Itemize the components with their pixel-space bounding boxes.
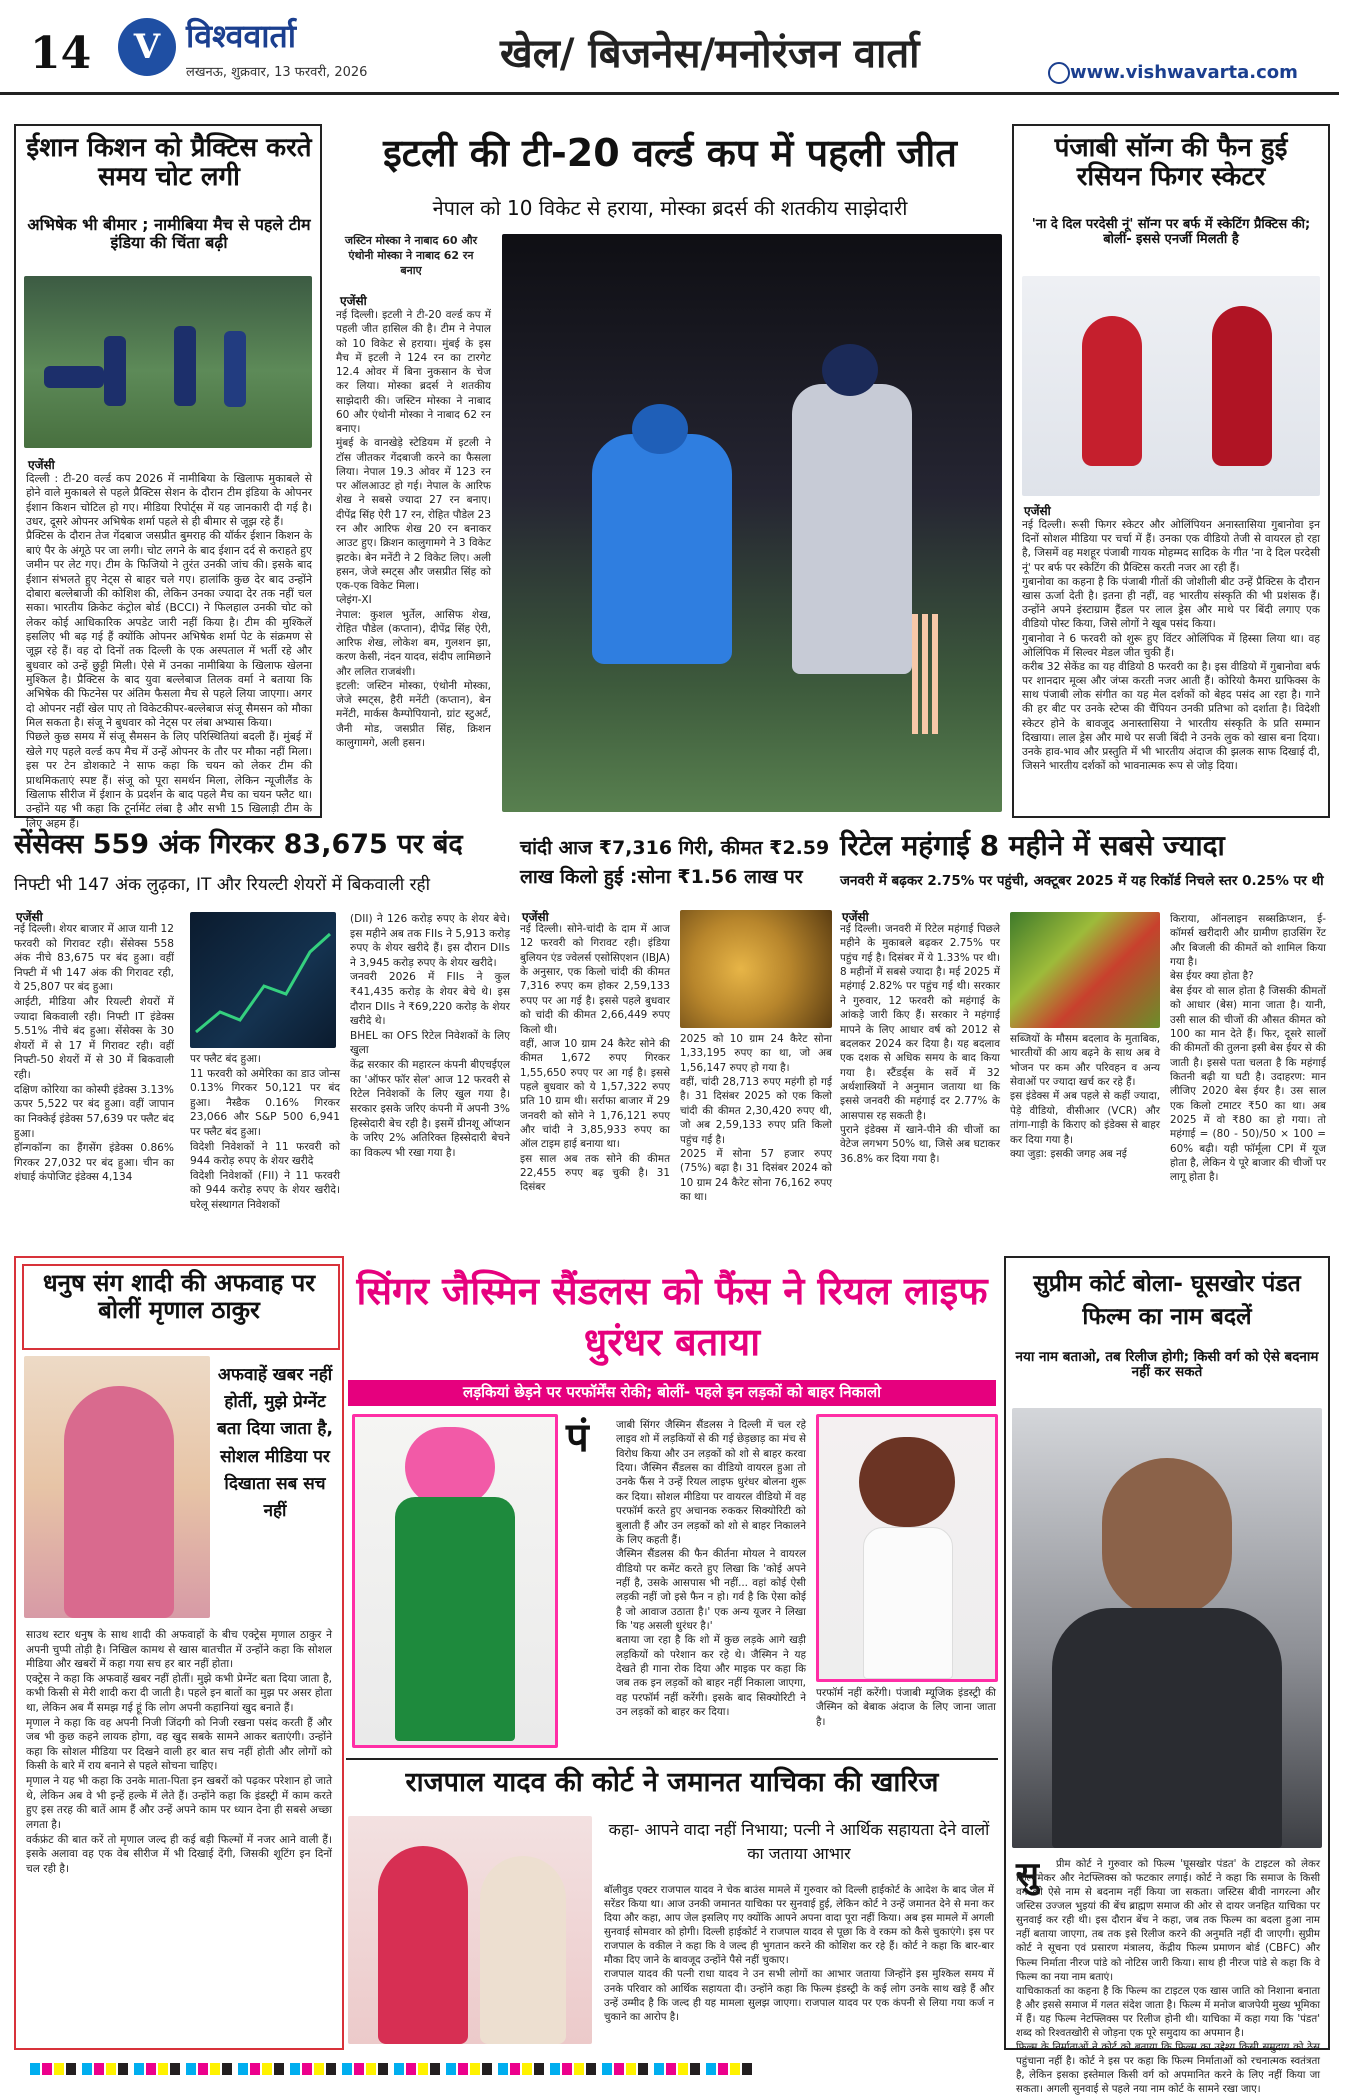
skater-figure [1212,306,1272,466]
article-body: नई दिल्ली। सोने-चांदी के दाम में आज 12 फरवरी को गिरावट रही। इंडिया बुलियन एंड ज्वेलर्स एसोसिएशन (IBJA) के अनुसार, एक किलो चांदी की कीमत 7,316 रुपए कम होकर 2,59,133 रुपए पर आ गई है। इससे पहले बुधवार को चांदी की कीमत 2,66,449 रुपए किलो थी। वहीं, आज 10 ग्राम 24 कैरेट सोने की कीमत 1,672 रुपए गिरकर 1,55,650 रुपए पर आ गई है। इससे पहले बुधवार को ये 1,57,322 रुपए प्रति 10 ग्राम थी। सर्राफा बाजार में 29 जनवरी को सोने ने 1,76,121 रुपए और चांदी ने 3,85,933 रुपए का ऑल टाइम हाई बनाया था। इस साल अब तक सोने की कीमत 22,455 रुपए बढ़ चुकी है। 31 दिसंबर [520,923,670,1194]
color-swatch [262,2063,272,2075]
article-body: साउथ स्टार धनुष के साथ शादी की अफवाहों के बीच एक्ट्रेस मृणाल ठाकुर ने अपनी चुप्पी तोड़ी है। निखिल कामथ से खास बातचीत में उन्होंने कहा कि सोशल मीडिया और खबरों में कहा गया सच हर बार नहीं होता। एक्ट्रेस ने कहा कि अफवाहें खबर नहीं होतीं। मुझे कभी प्रेग्नेंट बता दिया जाता है, कभी किसी से मेरी शादी करा दी जाती है। पहले इन बातों का मुझ पर असर होता था, लेकिन अब मैं समझ गई हूं कि लोग अपनी कहानियां खुद बनाते हैं। मृणाल ने कहा कि वह अपनी निजी जिंदगी को निजी रखना पसंद करती हैं और जब भी कुछ कहने लायक होगा, वह खुद सबके सामने आकर बताएंगी। उन्होंने कहा कि सोशल मीडिया पर दिखने वाली हर बात सच नहीं होती और लोगों को किसी के बारे में राय बनाने से पहले सोचना चाहिए। मृणाल ने यह भी कहा कि उनके माता-पिता इन खबरों को पढ़कर परेशान हो जाते थे, लेकिन अब वे भी इन्हें हल्के में लेते हैं। उन्होंने कहा कि इंडस्ट्री में काम करते हुए इस तरह की बातें आम हैं और उन्हें अपने काम पर ध्यान देना ही सबसे अच्छा लगता है। वर्कफ्रंट की बात करें तो मृणाल जल्द ही कई बड़ी फिल्मों में नजर आने वाली हैं। इसके अलावा वह एक वेब सीरीज में भी दिखाई देंगी, जिसकी शूटिंग इन दिनों चल रही है। [26,1629,332,1875]
color-swatch [354,2063,364,2075]
actor-head [1102,1458,1232,1618]
color-swatch [614,2063,624,2075]
color-swatch [470,2063,480,2075]
article-subhead: निफ्टी भी 147 अंक लुढ़का, IT और रियल्टी शेयरों में बिकवाली रही [14,875,430,895]
keeper-figure [792,384,912,674]
color-swatch [638,2063,648,2075]
color-swatch [186,2063,196,2075]
page-number: 14 [30,28,92,79]
color-swatch [290,2063,300,2075]
color-swatch [274,2063,284,2075]
color-swatch [730,2063,740,2075]
print-color-bar [0,2063,1369,2077]
color-swatch [602,2063,612,2075]
article-body: नई दिल्ली। इटली ने टी-20 वर्ल्ड कप में पहली जीत हासिल की है। टीम ने नेपाल को 10 विकेट से हराया। मुंबई के इस मैच में इटली ने 124 रन का टारगेट 12.4 ओवर में बिना नुकसान के चेज कर लिया। मोस्का ब्रदर्स ने शतकीय साझेदारी की। जस्टिन मोस्का ने नाबाद 60 और एंथोनी मोस्का ने नाबाद 62 रन बनाए। मुंबई के वानखेड़े स्टेडियम में इटली ने टॉस जीतकर गेंदबाजी करने का फैसला लिया। नेपाल 19.3 ओवर में 123 रन पर ऑलआउट हो गई। नेपाल के आरिफ शेख ने सबसे ज्यादा 27 रन बनाए। दीपेंद्र सिंह ऐरी 17 रन, रोहित पौडेल 23 रन और आरिफ शेख 20 रन बनाकर आउट हुए। क्रिशन कालुगामगे ने 3 विकेट झटके। बेन मनेंटी ने 2 विकेट लिए। अली हसन, जेजे स्मट्स और जसप्रीत सिंह को एक-एक विकेट मिला। प्लेइंग-XI नेपाल: कुशल भुर्तेल, आसिफ शेख, रोहित पौडेल (कप्तान), दीपेंद्र सिंह ऐरी, आरिफ शेख, लोकेश बम, गुलशन झा, करण केसी, नंदन यादव, संदीप लामिछाने और ललित राजबंशी। इटली: जस्टिन मोस्का, एंथोनी मोस्का, जेजे स्मट्स, हैरी मनेंटी (कप्तान), बेन मनेंटी, मार्कस कैम्पोपियानो, ग्रांट स्टुअर्ट, जैनी मोड, जसप्रीत सिंह, क्रिशन कालुगामगे, अली हसन। [336,309,491,749]
color-swatch [510,2063,520,2075]
color-swatch-group [446,2063,492,2077]
cricket-match-photo [502,234,1002,812]
color-swatch [562,2063,572,2075]
article-punjabi [1012,124,1330,818]
singer-shirt [863,1527,953,1679]
brand-name: विश्ववार्ता [186,17,297,55]
article-headline: पंजाबी सॉन्ग की फैन हुई रसियन फिगर स्केटर [1054,133,1288,193]
article-body: किराया, ऑनलाइन सब्सक्रिप्शन, ई-कॉमर्स खरीदारी और ग्रामीण हाउसिंग रेंट और बिजली की कीमतें को शामिल किया गया है। बेस ईयर क्या होता है? बेस ईयर वो साल होता है जिसकी कीमतों को आधार (बेस) माना जाता है। यानी, उसी साल की चीजों की औसत कीमत को 100 का मान देते हैं। फिर, दूसरे सालों की कीमतों की तुलना इसी बेस ईयर से की जाती है। इससे पता चलता है कि महंगाई कितनी बढ़ी या घटी है। उदाहरण: मान लीजिए 2020 बेस ईयर है। उस साल एक किलो टमाटर ₹50 का था। अब 2025 में वो ₹80 का हो गया। तो महंगाई = (80 - 50)/50 × 100 = 60% बढ़ी। यही फॉर्मूला CPI में यूज होता है, लेकिन ये पूरे बाजार की चीजों पर लागू होता है। [1170,913,1326,1184]
singer-hair [405,1427,495,1507]
article-headline: रिटेल महंगाई 8 महीने में सबसे ज्यादा [840,829,1225,862]
color-swatch [678,2063,688,2075]
article-quote: अफवाहें खबर नहीं होतीं, मुझे प्रेग्नेंट बता दिया जाता है, सोशल मीडिया पर दिखाता सब सच नहीं [217,1365,333,1521]
color-swatch [706,2063,716,2075]
color-swatch [626,2063,636,2075]
player-figure [104,336,126,406]
color-swatch-group [134,2063,180,2077]
color-swatch [222,2063,232,2075]
brand-logo: V [118,18,176,76]
color-swatch [250,2063,260,2075]
dateline: लखनऊ, शुक्रवार, 13 फरवरी, 2026 [186,65,368,80]
batter-helmet [632,404,688,454]
color-swatch-group [342,2063,388,2077]
player-figure [44,366,104,388]
article-headline: सुप्रीम कोर्ट बोला- घूसखोर पंडत फिल्म का नाम बदलें [1033,1271,1301,1331]
article-subhead: अभिषेक भी बीमार ; नामीबिया मैच से पहले टीम इंडिया की चिंता बढ़ी [27,215,311,252]
article-body: बॉलीवुड एक्टर राजपाल यादव ने चेक बाउंस मामले में गुरुवार को दिल्ली हाईकोर्ट के आदेश के बाद जेल में सरेंडर किया था। आज उनकी जमानत याचिका पर सुनवाई हुई, लेकिन कोर्ट ने उन्हें जमानत देने से मना कर दिया और कहा, आप जेल इसलिए गए क्योंकि आपने अपना वादा पूरा नहीं किया। अब इस मामले में अगली सुनवाई सोमवार को होगी। दिल्ली हाईकोर्ट ने राजपाल यादव से पूछा कि वे रकम को कैसे चुकाएंगे। इस पर राजपाल के वकील ने कहा कि वे जल्द ही भुगतान करने की कोशिश कर रहे हैं। कोर्ट ने कहा कि बार-बार मौका दिए जाने के बावजूद उन्होंने पैसे नहीं चुकाए। राजपाल यादव की पत्नी राधा यादव ने उन सभी लोगों का आभार जताया जिन्होंने इस मुश्किल समय में उनके परिवार को आर्थिक सहायता दी। उन्होंने कहा कि फिल्म इंडस्ट्री के कई लोग उनके साथ खड़े हैं और उन्हें उम्मीद है कि जल्द ही यह मामला सुलझ जाएगा। राजपाल यादव पर एक कंपनी से लिया गया कर्ज न चुकाने का आरोप है। [604,1885,994,2023]
article-silver [520,826,832,1246]
color-swatch [106,2063,116,2075]
article-body: जाबी सिंगर जैस्मिन सैंडलस ने दिल्ली में चल रहे लाइव शो में लड़कियों से की गई छेड़छाड़ का मंच से विरोध किया और उन लड़कों को शो से बाहर करवा दिया। जैस्मिन सैंडलस का वीडियो वायरल हुआ तो उनके फैंस ने उन्हें रियल लाइफ धुरंधर बोलना शुरू कर दिया। सोशल मीडिया पर वायरल वीडियो में वह परफॉर्म करते हुए अचानक रुककर सिक्योरिटी को बुलाती हैं और उन लड़कों को शो से बाहर निकालने के लिए कहती हैं। जैस्मिन सैंडलस की फैन कीर्तना मोयल ने वायरल वीडियो पर कमेंट करते हुए लिखा कि 'कोई अपने नहीं है, उसके आसपास भी नहीं... वहां कोई ऐसी लड़की नहीं जो इसे फैन न हो। गर्व है कि ऐसा कोई है जो आवाज उठाता है।' एक अन्य यूजर ने लिखा कि 'यह असली धुरंधर है।' बताया जा रहा है कि शो में कुछ लड़के आगे खड़ी लड़कियों को परेशान कर रहे थे। जैस्मिन ने यह देखते ही गाना रोक दिया और माइक पर कहा कि जब तक इन लड़कों को बाहर नहीं निकाला जाएगा, वह परफॉर्म नहीं करेंगी। इसके बाद सिक्योरिटी ने उन लड़कों को बाहर कर दिया। [616,1419,806,1719]
article-headline: चांदी आज ₹7,316 गिरी, कीमत ₹2.59 लाख किलो हुई :सोना ₹1.56 लाख पर [520,837,830,889]
color-swatch [54,2063,64,2075]
article-headline: राजपाल यादव की कोर्ट ने जमानत याचिका की खारिज [405,1767,939,1798]
color-swatch [30,2063,40,2075]
article-body: (DII) ने 126 करोड़ रुपए के शेयर बेचे। इस महीने अब तक FIIs ने 5,913 करोड़ रुपए के शेयर खरीदे हैं। इस दौरान DIIs ने 3,945 करोड़ रुपए के शेयर खरीदे। जनवरी 2026 में FIIs ने कुल ₹41,435 करोड़ के शेयर बेचे थे। इस दौरान DIIs ने ₹69,220 करोड़ के शेयर खरीदे थे। BHEL का OFS रिटेल निवेशकों के लिए खुला केंद्र सरकार की महारत्न कंपनी बीएचईएल का 'ऑफर फॉर सेल' आज 12 फरवरी से रिटेल निवेशकों के लिए खुल गया है। सरकार इसके जरिए कंपनी में अपनी 3% हिस्सेदारी बेच रही है। इसमें ग्रीनशू ऑप्शन के जरिए 2% अतिरिक्त हिस्सेदारी बेचने का विकल्प भी रखा गया है। [350,913,510,1159]
article-dhanush [14,1256,344,2050]
article-subhead: जनवरी में बढ़कर 2.75% पर पहुंची, अक्टूबर 2025 में यह रिकॉर्ड निचले स्तर 0.25% पर थी [840,873,1324,889]
article-headline: सेंसेक्स 559 अंक गिरकर 83,675 पर बंद [14,829,463,860]
color-swatch [522,2063,532,2075]
article-rajpal [346,1758,998,2050]
color-swatch [378,2063,388,2075]
color-swatch [430,2063,440,2075]
article-headline: इटली की टी-20 वर्ल्ड कप में पहली जीत [383,131,957,175]
cricket-practice-photo [24,276,312,448]
color-swatch [238,2063,248,2075]
masthead [0,0,1339,95]
color-swatch [446,2063,456,2075]
color-swatch [394,2063,404,2075]
actor-photo [1012,1408,1322,1848]
section-title: खेल/ बिजनेस/मनोरंजन वार्ता [500,31,920,77]
singer-photo-right [816,1414,998,1682]
color-swatch [314,2063,324,2075]
article-ishan [14,124,322,830]
article-headline: ईशान किशन को प्रैक्टिस करते समय चोट लगी [26,133,312,193]
actress-figure [64,1386,174,1618]
stumps [912,614,938,734]
color-swatch [406,2063,416,2075]
jewellery-photo [680,910,832,1028]
agency-label: एजेंसी [522,910,549,924]
globe-icon [1048,62,1070,84]
article-body: दिल्ली : टी-20 वर्ल्ड कप 2026 में नामीबिया के खिलाफ मुकाबले से होने वाले मुकाबले से पहले प्रैक्टिस सेशन के दौरान टीम इंडिया के ओपनर ईशान किशन चोटिल हो गए। मीडिया रिपोर्ट्स में यह जानकारी दी गई है। उधर, दूसरे ओपनर अभिषेक शर्मा पहले से ही बीमार से जूझ रहे हैं। प्रैक्टिस के दौरान तेज गेंदबाज जसप्रीत बुमराह की यॉर्कर ईशान किशन के बाएं पैर के अंगूठे पर जा लगी। चोट लगने के बाद ईशान दर्द से कराहते हुए जमीन पर लेट गए। टीम के फिजियो ने तुरंत उनकी जांच की। इसके बाद ईशान संभलते हुए नेट्स से बाहर चले गए। हालांकि कुछ देर बाद उन्होंने दोबारा बल्लेबाजी की कोशिश की, लेकिन उनका ज्यादा देर तक नहीं चल सका। भारतीय क्रिकेट कंट्रोल बोर्ड (BCCI) ने फिलहाल उनकी चोट को लेकर कोई आधिकारिक अपडेट जारी नहीं किया है। टीम की मुश्किलें इसलिए भी बढ़ गई हैं क्योंकि ओपनर अभिषेक शर्मा पेट के संक्रमण से जूझ रहे हैं। वह दो दिनों तक दिल्ली के एक अस्पताल में भर्ती रहे और बुधवार को उन्हें छुट्टी मिली। ऐसे में उनका नामीबिया के खिलाफ खेलना मुश्किल है। प्रैक्टिस के बाद युवा बल्लेबाज तिलक वर्मा ने बताया कि अभिषेक की फिटनेस पर अंतिम फैसला मैच से पहले लिया जाएगा। अगर दो ओपनर नहीं खेल पाए तो विकेटकीपर-बल्लेबाज संजू सैमसन को मौका मिल सकता है। संजू ने बुधवार को नेट्स पर लंबा अभ्यास किया। पिछले कुछ समय में संजू सैमसन के लिए परिस्थितियां बदली हैं। मुंबई में खेले गए पहले वर्ल्ड कप मैच में उन्हें ओपनर के तौर पर मौका नहीं मिला। इस पर टेन डोशकाटे ने साफ कहा कि चयन को लेकर टीम की प्राथमिकताएं स्पष्ट हैं। संजू को पूरा समर्थन मिला, लेकिन न्यूजीलैंड के खिलाफ सीरीज में ईशान के प्रदर्शन के बाद पहले मैच का चयन फ्लैट था। उन्होंने यह भी कहा कि टूर्नामेंट लंबा है और सभी 15 खिलाड़ी टीम के लिए अहम हैं। [26,472,312,830]
skater-figure [1082,316,1142,466]
color-swatch [690,2063,700,2075]
color-swatch-group [82,2063,128,2077]
agency-label: एजेंसी [842,910,869,924]
article-subhead: नेपाल को 10 विकेट से हराया, मोस्का ब्रदर्स की शतकीय साझेदारी [432,196,908,220]
article-sensex [14,826,510,1246]
article-body: नई दिल्ली। जनवरी में रिटेल महंगाई पिछले महीने के मुकाबले बढ़कर 2.75% पर पहुंच गई है। दिसंबर में ये 1.33% पर थी। 8 महीनों में सबसे ज्यादा है। मई 2025 में महंगाई 2.82% पर पहुंच गई थी। सरकार ने गुरुवार, 12 फरवरी को महंगाई के आंकड़े जारी किए हैं। सरकार ने महंगाई मापने के लिए आधार वर्ष को 2012 से बदलकर 2024 कर दिया है। यह बदलाव एक दशक से अधिक समय के बाद किया गया है। स्टैंडर्ड्स के सर्वे में 32 अर्थशास्त्रियों ने अनुमान जताया था कि इससे जनवरी की महंगाई दर 2.77% के आसपास रह सकती है। पुराने इंडेक्स में खाने-पीने की चीजों का वेटेज लगभग 50% था, जिसे अब घटाकर 36.8% कर दिया गया है। [840,923,1000,1165]
color-swatch [302,2063,312,2075]
article-body: पर फ्लैट बंद हुआ। 11 फरवरी को अमेरिका का डाउ जोन्स 0.13% गिरकर 50,121 पर बंद हुआ। नैस्डैक 0.16% गिरकर 23,066 और S&P 500 6,941 पर फ्लैट बंद हुआ। विदेशी निवेशकों ने 11 फरवरी को 944 करोड़ रुपए के शेयर खरीदे विदेशी निवेशकों (FII) ने 11 फरवरी को 944 करोड़ रुपए के शेयर खरीदे। घरेलू संस्थागत निवेशकों [190,1053,340,1212]
man-figure [480,1856,566,2044]
article-body: नई दिल्ली। रूसी फिगर स्केटर और ओलिंपियन अनास्तासिया गुबानोवा इन दिनों सोशल मीडिया पर चर्चा में हैं। उनका एक वीडियो तेजी से वायरल हो रहा है, जिसमें वह मशहूर पंजाबी गायक मोहम्मद सादिक के गीत 'ना दे दिल परदेसी नूं' पर बर्फ पर स्केटिंग की प्रैक्टिस करती नजर आ रही हैं। गुबानोवा का कहना है कि पंजाबी गीतों की जोशीली बीट उन्हें प्रैक्टिस के दौरान खास ऊर्जा देती है। इतना ही नहीं, वह भारतीय संस्कृति की भी प्रशंसक हैं। उन्होंने अपने इंस्टाग्राम हैंडल पर लाल ड्रेस और माथे पर बिंदी लगाए एक वीडियो पोस्ट किया, जिसे लोगों ने खूब पसंद किया। गुबानोवा ने 6 फरवरी को शुरू हुए विंटर ओलिंपिक में हिस्सा लिया था। वह ओलिंपिक में सिल्वर मेडल जीत चुकी हैं। करीब 32 सेकेंड का यह वीडियो 8 फरवरी का है। इस वीडियो में गुबानोवा बर्फ पर शानदार मूव्स और जंप्स करती नजर आती हैं। कोरियो कैमरा ग्राफिक्स के साथ पंजाबी लोक संगीत का यह मेल दर्शकों को बेहद पसंद आ रहा है। गाने की हर बीट पर उनके स्टेप्स की चैंपियन उनकी प्रतिभा को दर्शाता है। विदेशी स्केटर होने के बावजूद अनास्तासिया ने भारतीय संस्कृति के प्रति सम्मान दिखाया। लाल ड्रेस और माथे पर सजी बिंदी ने उनके लुक को खास बना दिया। उनके हाव-भाव और प्रस्तुति में भी भारतीय अंदाज की झलक साफ दिखाई दी, जिसने भारतीय दर्शकों को भावनात्मक रूप से जोड़ दिया। [1022,519,1321,773]
article-italy [336,124,1004,814]
color-swatch-group [498,2063,544,2077]
player-figure [174,326,196,406]
article-supreme [1004,1256,1330,2096]
article-body: नई दिल्ली। शेयर बाजार में आज यानी 12 फरवरी को गिरावट रही। सेंसेक्स 558 अंक नीचे 83,675 पर बंद हुआ। वहीं निफ्टी में भी 147 अंक की गिरावट रही, ये 25,807 पर बंद हुआ। आईटी, मीडिया और रियल्टी शेयरों में ज्यादा बिकवाली रही। निफ्टी IT इंडेक्स 5.51% नीचे बंद हुआ। सेंसेक्स के 30 शेयरों में से 17 में गिरावट रही। वहीं निफ्टी-50 शेयरों में से 30 में बिकवाली रही। दक्षिण कोरिया का कोस्पी इंडेक्स 3.13% ऊपर 5,522 पर बंद हुआ। वहीं जापान का निक्केई इंडेक्स 57,639 पर फ्लैट बंद हुआ। हॉन्गकॉन्ग का हैंगसेंग इंडेक्स 0.86% गिरकर 27,032 पर बंद हुआ। चीन का शंघाई कंपोजिट इंडेक्स 4,134 [14,923,174,1184]
article-subhead: नया नाम बताओ, तब रिलीज होगी; किसी वर्ग को ऐसे बदनाम नहीं कर सकते [1015,1349,1319,1381]
skater-photo [1022,276,1320,496]
color-swatch [418,2063,428,2075]
singer-dress [395,1497,515,1741]
article-strap: लड़कियां छेड़ने पर परफॉर्मेंस रोकी; बोलीं- पहले इन लड़कों को बाहर निकालो [462,1383,882,1401]
agency-label: एजेंसी [28,458,55,472]
color-swatch [170,2063,180,2075]
color-swatch [482,2063,492,2075]
color-swatch [210,2063,220,2075]
color-swatch [342,2063,352,2075]
article-body: 2025 को 10 ग्राम 24 कैरेट सोना 1,33,195 रुपए का था, जो अब 1,56,147 रुपए हो गया है। वहीं, चांदी 28,713 रुपए महंगी हो गई है। 31 दिसंबर 2025 को एक किलो चांदी की कीमत 2,30,420 रुपए थी, जो अब 2,59,133 रुपए प्रति किलो पहुंच गई है। 2025 में सोना 57 हजार रुपए (75%) बढ़ा है। 31 दिसंबर 2024 को 10 ग्राम 24 कैरेट सोना 76,162 रुपए का था। [680,1033,832,1203]
player-figure [224,331,246,407]
color-swatch [742,2063,752,2075]
article-subhead: 'ना दे दिल परदेसी नूं' सॉन्ग पर बर्फ में स्केटिंग प्रैक्टिस की; बोलीं- इससे एनर्जी मिलती है [1031,217,1311,247]
article-body: परफॉर्म नहीं करेंगी। पंजाबी म्यूजिक इंडस्ट्री की जैस्मिन को बेबाक अंदाज के लिए जाना जाता है। [816,1687,1000,1728]
stock-chart-photo [190,912,336,1048]
actor-body [1052,1608,1282,1848]
article-body: प्रीम कोर्ट ने गुरुवार को फिल्म 'घूसखोर पंडत' के टाइटल को लेकर फिल्ममेकर और नेटफ्लिक्स को फटकार लगाई। कोर्ट ने कहा कि समाज के किसी वर्ग को ऐसे नाम से बदनाम नहीं किया जा सकता। जस्टिस बीवी नागरत्ना और जस्टिस उज्जल भुइयां की बेंच ब्राह्मण समाज की ओर से दायर जनहित याचिका पर सुनवाई कर रही थी। इस दौरान बेंच ने कहा, जब तक फिल्म का बदला हुआ नाम नहीं बताया जाएगा, तब तक इसे रिलीज करने की अनुमति नहीं दी जाएगी। सुप्रीम कोर्ट ने सूचना एवं प्रसारण मंत्रालय, केंद्रीय फिल्म प्रमाणन बोर्ड (CBFC) और फिल्म निर्माता नीरज पांडे को नोटिस जारी किया। साथ ही नीरज पांडे से कहा कि वे फिल्म का नया नाम बताएं। याचिकाकर्ता का कहना है कि फिल्म का टाइटल एक खास जाति को निशाना बनाता है और इससे समाज में गलत संदेश जाता है। फिल्म में मनोज बाजपेयी मुख्य भूमिका में हैं। यह फिल्म नेटफ्लिक्स पर रिलीज होनी थी। याचिका में कहा गया कि 'पंडत' शब्द को रिश्वतखोरी से जोड़ना एक पूरे समुदाय का अपमान है। फिल्म के निर्माताओं ने कोर्ट को बताया कि फिल्म का उद्देश्य किसी समुदाय को ठेस पहुंचाना नहीं है। कोर्ट ने इस पर कहा कि फिल्म निर्माताओं को रचनात्मक स्वतंत्रता है, लेकिन इसका इस्तेमाल किसी वर्ग को अपमानित करने के लिए नहीं किया जा सकता। अगली सुनवाई से पहले नया नाम कोर्ट के सामने रखा जाए। [1016,1859,1320,2096]
color-swatch-group [602,2063,648,2077]
color-swatch [94,2063,104,2075]
color-swatch [666,2063,676,2075]
color-swatch-group [550,2063,596,2077]
article-body: सब्जियों के मौसम बदलाव के मुताबिक, भारतीयों की आय बढ़ने के साथ अब वे भोजन पर कम और परिवहन व अन्य सेवाओं पर ज्यादा खर्च कर रहे हैं। इस इंडेक्स में अब पहले से कहीं ज्यादा, पेड़े वीडियो, वीसीआर (VCR) और तांगा-गाड़ी के किराए को इंडेक्स से बाहर कर दिया गया है। क्या जुड़ा: इसकी जगह अब नई [1010,1033,1160,1160]
color-swatch [534,2063,544,2075]
color-swatch [550,2063,560,2075]
color-swatch [366,2063,376,2075]
singer-hair [859,1437,955,1527]
color-swatch [718,2063,728,2075]
vegetables-photo [1010,912,1160,1028]
color-swatch-group [290,2063,336,2077]
color-swatch [586,2063,596,2075]
color-swatch-group [30,2063,76,2077]
color-swatch [458,2063,468,2075]
color-swatch [158,2063,168,2075]
article-retail [840,826,1326,1246]
color-swatch [82,2063,92,2075]
article-headline: सिंगर जैस्मिन सैंडलस को फैंस ने रियल लाइफ धुरंधर बताया [356,1269,988,1365]
article-subhead: कहा- आपने वादा नहीं निभाया; पत्नी ने आर्थिक सहायता देने वालों का जताया आभार [608,1820,990,1863]
color-swatch [574,2063,584,2075]
couple-photo [348,1816,592,2044]
color-swatch [198,2063,208,2075]
color-swatch [498,2063,508,2075]
color-swatch [146,2063,156,2075]
woman-figure [378,1846,468,2044]
color-swatch [118,2063,128,2075]
color-swatch [134,2063,144,2075]
color-swatch [654,2063,664,2075]
keeper-helmet [822,344,878,396]
color-swatch-group [186,2063,232,2077]
batter-figure [592,434,732,664]
actress-photo [24,1356,210,1618]
color-swatch-group [654,2063,700,2077]
agency-label: एजेंसी [16,910,43,924]
article-jasmine [346,1256,998,1750]
color-swatch [66,2063,76,2075]
website-link[interactable]: www.vishwavarta.com [1070,62,1298,83]
singer-photo-left [352,1414,558,1748]
agency-label: एजेंसी [340,294,367,308]
color-swatch-group [394,2063,440,2077]
color-swatch-group [706,2063,752,2077]
dropcap: पं [566,1415,589,1461]
color-swatch-group [238,2063,284,2077]
chart-line-icon [190,912,336,1048]
color-swatch [326,2063,336,2075]
dropcap: सु [1016,1855,1039,1895]
agency-label: एजेंसी [1024,504,1051,518]
photo-caption: जस्टिन मोस्का ने नाबाद 60 और एंथोनी मोस्का ने नाबाद 62 रन बनाए [344,234,478,277]
article-headline: धनुष संग शादी की अफवाह पर बोलीं मृणाल ठाकुर [42,1269,316,1324]
color-swatch [42,2063,52,2075]
